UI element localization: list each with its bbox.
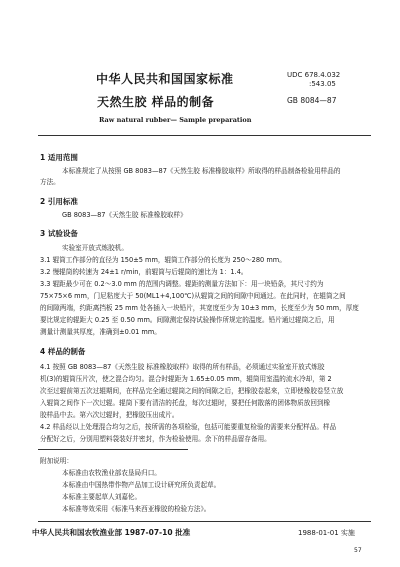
header-divider: [38, 135, 371, 136]
section-line: 3.3 辊距最少可在 0.2～3.0 mm 的范围内调整。辊距的测量方法如下：用一块铅条，其尺寸约为: [40, 280, 324, 288]
standard-number: GB 8084—87: [287, 96, 337, 105]
notes-line: 本标准主要起草人刘嘉伦。: [62, 493, 142, 501]
section-line: 分配好之后，分别用塑料袋装好并密封，作为检验使用。余下的样品留存备用。: [40, 435, 271, 443]
notes-line: 本标准由中国热带作物产品加工设计研究所负责起草。: [62, 481, 221, 489]
approval-line: 中华人民共和国农牧渔业部 1987-07-10 批准: [32, 528, 191, 537]
standard-title: 中华人民共和国国家标准: [96, 72, 234, 86]
section-heading: 4 样品的制备: [40, 347, 86, 356]
footer-divider: [38, 521, 371, 522]
section-line: 3.2 慢辊筒的转速为 24±1 r/min，前辊筒与后辊筒的速比为 1：1.4。: [40, 268, 248, 276]
section-heading: 2 引用标准: [40, 197, 78, 206]
section-line: 要比规定的辊距大 0.25 至 0.50 mm。间隙测定保持试验操作所规定的温度。铅片通过辊筒之后，用: [40, 316, 335, 324]
section-line: 4.2 样品经以上处理混合均匀之后，按所需的各项检验，包括可能要重复检验的需要来分配样品。样品: [40, 423, 337, 431]
effective-date: 1988-01-01 实施: [298, 529, 355, 537]
notes-line: 本标准等效采用《标准马来西亚橡胶的检验方法》。: [62, 505, 211, 513]
notes-divider: [38, 449, 188, 450]
section-line: 次至过辊前第五次过辊期间，在样品完全通过辊筒之间的间隙之后，把橡胶卷起来，立即使橡胶卷竖立放: [40, 387, 344, 395]
section-line: 本标准规定了从按照 GB 8083—87《天然生胶 标准橡胶取样》所取得的样品制备检验用样品的: [62, 167, 341, 175]
section-line: 75×75×6 mm，门尼粘度大于 50(ML1+4,100℃)从辊筒之间的间隙中间通过。在此同时，在辊筒之间: [40, 292, 346, 300]
section-heading: 3 试验设备: [40, 229, 78, 238]
section-line: 3.1 辊筒工作部分的直径为 150±5 mm，辊筒工作部分的长度为 250～280 mm。: [40, 256, 286, 264]
notes-line: 本标准由农牧渔业部农垦局归口。: [62, 469, 161, 477]
document-title: 天然生胶 样品的制备: [97, 95, 215, 109]
section-line: GB 8083—87《天然生胶 标准橡胶取样》: [62, 211, 187, 219]
notes-line: 附加说明：: [40, 457, 73, 465]
section-heading: 1 适用范围: [40, 153, 78, 162]
section-line: 实验室开放式炼胶机。: [62, 244, 128, 252]
section-line: 胶样品中去。第六次过辊时，把橡胶压出成片。: [40, 411, 179, 419]
udc-line: :543.05: [309, 80, 336, 88]
udc-line: UDC 678.4.032: [287, 71, 341, 79]
section-line: 入辊筒之间作下一次过辊。辊筒下要有清洁的托盘，每次过辊时，要把任何散落的团体物质放回到橡: [40, 399, 331, 407]
section-line: 机(3)的辊筒压片次，使之混合均匀。混合时辊距为 1.65±0.05 mm，辊筒用室温的流水冷却，第 2: [40, 375, 332, 383]
document-title-english: Raw natural rubber— Sample preparation: [99, 116, 252, 124]
section-line: 4.1 按照 GB 8083—87《天然生胶 标准橡胶取样》取得的所有样品，必须通过实验室开放式炼胶: [40, 363, 325, 371]
page-number: 57: [354, 547, 362, 554]
udc-code: [287, 71, 340, 89]
section-line: 的间隙两端，约距离挡板 25 mm 处各插入一块铅片，其宽度至少为 10±3 mm，长度至少为 50 mm，厚度: [40, 304, 359, 312]
section-line: 测量计测量其厚度，准确到±0.01 mm。: [40, 328, 161, 336]
section-line: 方法。: [40, 178, 60, 186]
